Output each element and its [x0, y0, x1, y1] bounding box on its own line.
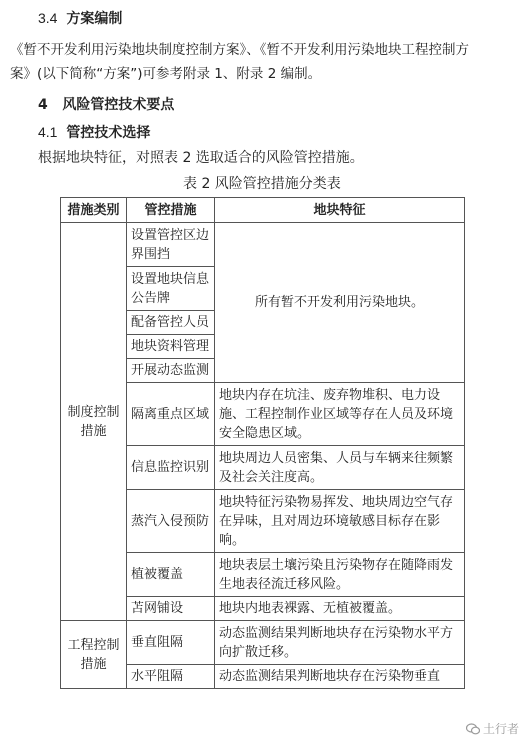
- paragraph-1-line-2: 案》(以下简称“方案”)可参考附录 1、附录 2 编制。: [10, 66, 322, 82]
- watermark: [466, 720, 519, 737]
- shared-feature-cell: 所有暂不开发利用污染地块。: [215, 223, 465, 383]
- measure-cell: 垂直阻隔: [127, 621, 215, 665]
- section-3-4-number: 3.4: [38, 10, 58, 26]
- feature-cell: 地块表层土壤污染且污染物存在随降雨发生地表径流迁移风险。: [215, 553, 465, 597]
- feature-cell: 地块内地表裸露、无植被覆盖。: [215, 597, 465, 621]
- measure-cell: 信息监控识别: [127, 446, 215, 490]
- measure-cell: 配备管控人员: [127, 311, 215, 335]
- chat-bubble-icon: [466, 723, 480, 735]
- category-institutional: 制度控制措施: [61, 223, 127, 621]
- watermark-text: 土行者: [482, 722, 519, 736]
- table-header-row: [61, 198, 465, 223]
- section-4-number: 4: [38, 97, 48, 113]
- section-4-heading: [38, 95, 174, 115]
- measure-cell: 植被覆盖: [127, 553, 215, 597]
- feature-cell: 地块特征污染物易挥发、地块周边空气存在异味，且对周边环境敏感目标存在影响。: [215, 490, 465, 553]
- category-engineering: 工程控制措施: [61, 621, 127, 689]
- feature-cell: 地块周边人员密集、人员与车辆来往频繁及社会关注度高。: [215, 446, 465, 490]
- measure-cell: 地块资料管理: [127, 335, 215, 359]
- measure-cell: 蒸汽入侵预防: [127, 490, 215, 553]
- section-3-4-title: 方案编制: [66, 11, 123, 27]
- measure-cell: 设置管控区边界围挡: [127, 223, 215, 267]
- header-category: 措施类别: [61, 198, 127, 223]
- measure-cell: 开展动态监测: [127, 359, 215, 383]
- paragraph-1-line-1: 《暂不开发利用污染地块制度控制方案》、《暂不开发利用污染地块工程控制方: [10, 42, 469, 58]
- measure-cell: 设置地块信息公告牌: [127, 267, 215, 311]
- feature-cell: 动态监测结果判断地块存在污染物水平方向扩散迁移。: [215, 621, 465, 665]
- measure-cell: 苫网铺设: [127, 597, 215, 621]
- table-row: [61, 223, 465, 267]
- section-4-title: 风险管控技术要点: [62, 97, 175, 113]
- feature-cell: 动态监测结果判断地块存在污染物垂直: [215, 665, 465, 689]
- section-4-1-title: 管控技术选择: [66, 125, 151, 141]
- paragraph-2: 根据地块特征，对照表 2 选取适合的风险管控措施。: [38, 150, 364, 166]
- table-caption: 表 2 风险管控措施分类表: [183, 176, 341, 192]
- measure-cell: 隔离重点区域: [127, 383, 215, 446]
- header-measure: 管控措施: [127, 198, 215, 223]
- feature-cell: 地块内存在坑洼、废弃物堆积、电力设施、工程控制作业区域等存在人员及环境安全隐患区域。: [215, 383, 465, 446]
- section-4-1-number: 4.1: [38, 124, 58, 140]
- risk-control-table: [60, 197, 465, 689]
- section-3-4-heading: [38, 8, 122, 29]
- header-feature: 地块特征: [215, 198, 465, 223]
- measure-cell: 水平阻隔: [127, 665, 215, 689]
- section-4-1-heading: [38, 122, 150, 143]
- table-row: [61, 621, 465, 665]
